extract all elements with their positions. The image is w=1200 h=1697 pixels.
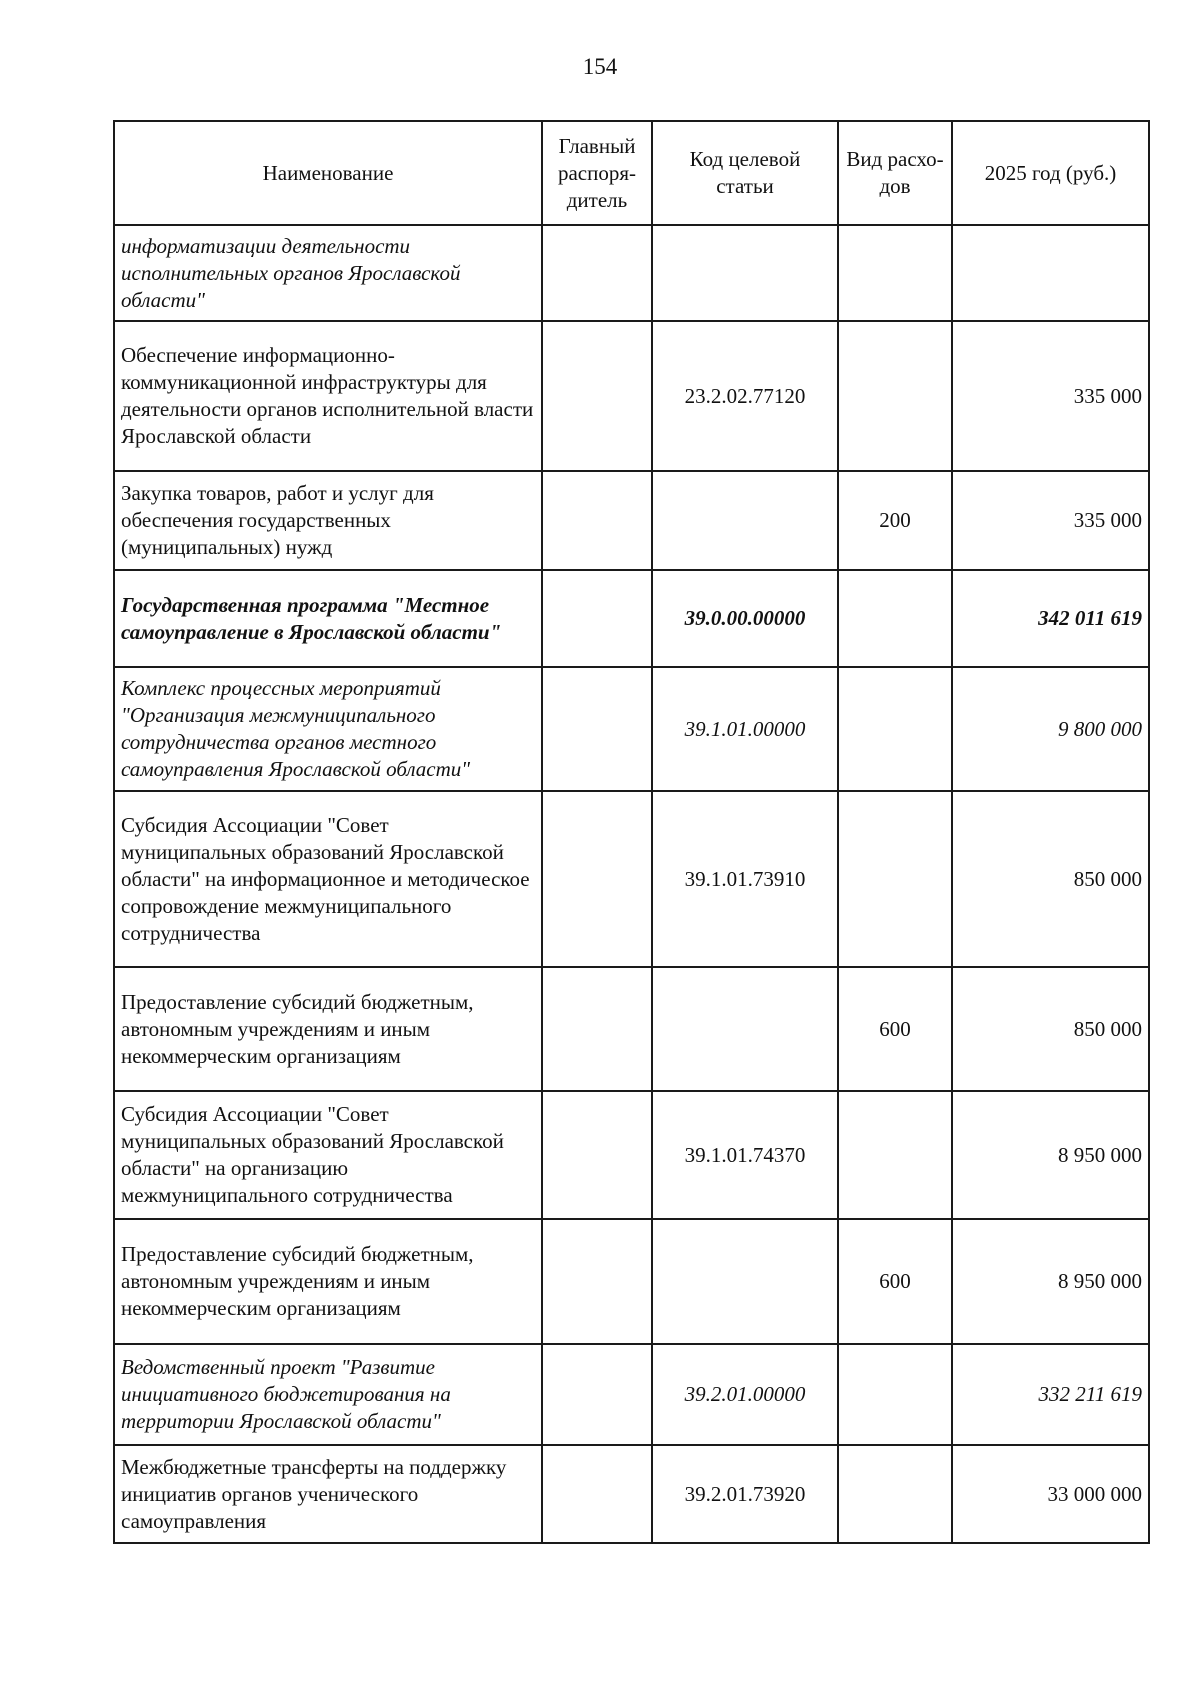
row-amount: 850 000 xyxy=(952,791,1149,967)
row-main-manager xyxy=(542,1445,652,1543)
row-main-manager xyxy=(542,225,652,321)
row-amount: 8 950 000 xyxy=(952,1091,1149,1219)
row-main-manager xyxy=(542,471,652,570)
row-target-code: 39.2.01.00000 xyxy=(652,1344,838,1445)
row-target-code: 23.2.02.77120 xyxy=(652,321,838,471)
row-main-manager xyxy=(542,321,652,471)
table-row xyxy=(114,225,1149,321)
row-expense-kind xyxy=(838,570,952,667)
row-amount: 335 000 xyxy=(952,321,1149,471)
table-row xyxy=(114,1344,1149,1445)
row-main-manager xyxy=(542,1219,652,1344)
row-target-code xyxy=(652,471,838,570)
row-name: информатизации деятельности исполнительных органов Ярославской области" xyxy=(114,225,542,321)
budget-table xyxy=(113,120,1150,1544)
row-main-manager xyxy=(542,570,652,667)
header-amount-2025: 2025 год (руб.) xyxy=(952,121,1149,225)
row-target-code xyxy=(652,225,838,321)
row-amount: 33 000 000 xyxy=(952,1445,1149,1543)
table-row xyxy=(114,791,1149,967)
row-amount: 8 950 000 xyxy=(952,1219,1149,1344)
row-name: Субсидия Ассоциации "Совет муниципальных образований Ярославской области" на организацию межмуниципального сотрудничества xyxy=(114,1091,542,1219)
table-row xyxy=(114,667,1149,791)
row-amount: 9 800 000 xyxy=(952,667,1149,791)
row-target-code xyxy=(652,967,838,1091)
row-name: Межбюджетные трансферты на поддержку инициатив органов ученического самоуправления xyxy=(114,1445,542,1543)
row-main-manager xyxy=(542,791,652,967)
row-amount: 850 000 xyxy=(952,967,1149,1091)
header-main-manager: Главный распоря- дитель xyxy=(542,121,652,225)
row-main-manager xyxy=(542,1344,652,1445)
table-row xyxy=(114,1445,1149,1543)
row-expense-kind: 600 xyxy=(838,1219,952,1344)
header-expense-kind: Вид расхо- дов xyxy=(838,121,952,225)
table-row xyxy=(114,1091,1149,1219)
row-amount xyxy=(952,225,1149,321)
row-name: Обеспечение информационно-коммуникационной инфраструктуры для деятельности органов исполнительной власти Ярославской области xyxy=(114,321,542,471)
row-expense-kind xyxy=(838,1344,952,1445)
row-target-code: 39.2.01.73920 xyxy=(652,1445,838,1543)
header-name: Наименование xyxy=(114,121,542,225)
row-expense-kind xyxy=(838,1091,952,1219)
row-name: Предоставление субсидий бюджетным, автономным учреждениям и иным некоммерческим организациям xyxy=(114,967,542,1091)
header-target-code: Код целевой статьи xyxy=(652,121,838,225)
row-target-code xyxy=(652,1219,838,1344)
table-row xyxy=(114,471,1149,570)
row-expense-kind xyxy=(838,225,952,321)
row-expense-kind xyxy=(838,667,952,791)
row-name: Государственная программа "Местное самоуправление в Ярославской области" xyxy=(114,570,542,667)
table-row xyxy=(114,967,1149,1091)
row-amount: 335 000 xyxy=(952,471,1149,570)
row-expense-kind xyxy=(838,791,952,967)
row-expense-kind xyxy=(838,1445,952,1543)
page-number: 154 xyxy=(582,54,618,79)
row-name: Предоставление субсидий бюджетным, автономным учреждениям и иным некоммерческим организациям xyxy=(114,1219,542,1344)
row-expense-kind: 600 xyxy=(838,967,952,1091)
table-header-row xyxy=(114,121,1149,225)
row-main-manager xyxy=(542,667,652,791)
row-target-code: 39.1.01.73910 xyxy=(652,791,838,967)
table-row xyxy=(114,570,1149,667)
row-name: Комплекс процессных мероприятий "Организация межмуниципального сотрудничества органов местного самоуправления Ярославской области" xyxy=(114,667,542,791)
table-row xyxy=(114,321,1149,471)
row-target-code: 39.0.00.00000 xyxy=(652,570,838,667)
row-name: Субсидия Ассоциации "Совет муниципальных образований Ярославской области" на информационное и методическое сопровождение межмуниципального сотрудничества xyxy=(114,791,542,967)
row-expense-kind xyxy=(838,321,952,471)
table-row xyxy=(114,1219,1149,1344)
row-amount: 342 011 619 xyxy=(952,570,1149,667)
row-name: Закупка товаров, работ и услуг для обеспечения государственных (муниципальных) нужд xyxy=(114,471,542,570)
row-name: Ведомственный проект "Развитие инициативного бюджетирования на территории Ярославской области" xyxy=(114,1344,542,1445)
table-body xyxy=(114,225,1149,1543)
row-amount: 332 211 619 xyxy=(952,1344,1149,1445)
row-target-code: 39.1.01.74370 xyxy=(652,1091,838,1219)
row-target-code: 39.1.01.00000 xyxy=(652,667,838,791)
row-expense-kind: 200 xyxy=(838,471,952,570)
row-main-manager xyxy=(542,1091,652,1219)
row-main-manager xyxy=(542,967,652,1091)
